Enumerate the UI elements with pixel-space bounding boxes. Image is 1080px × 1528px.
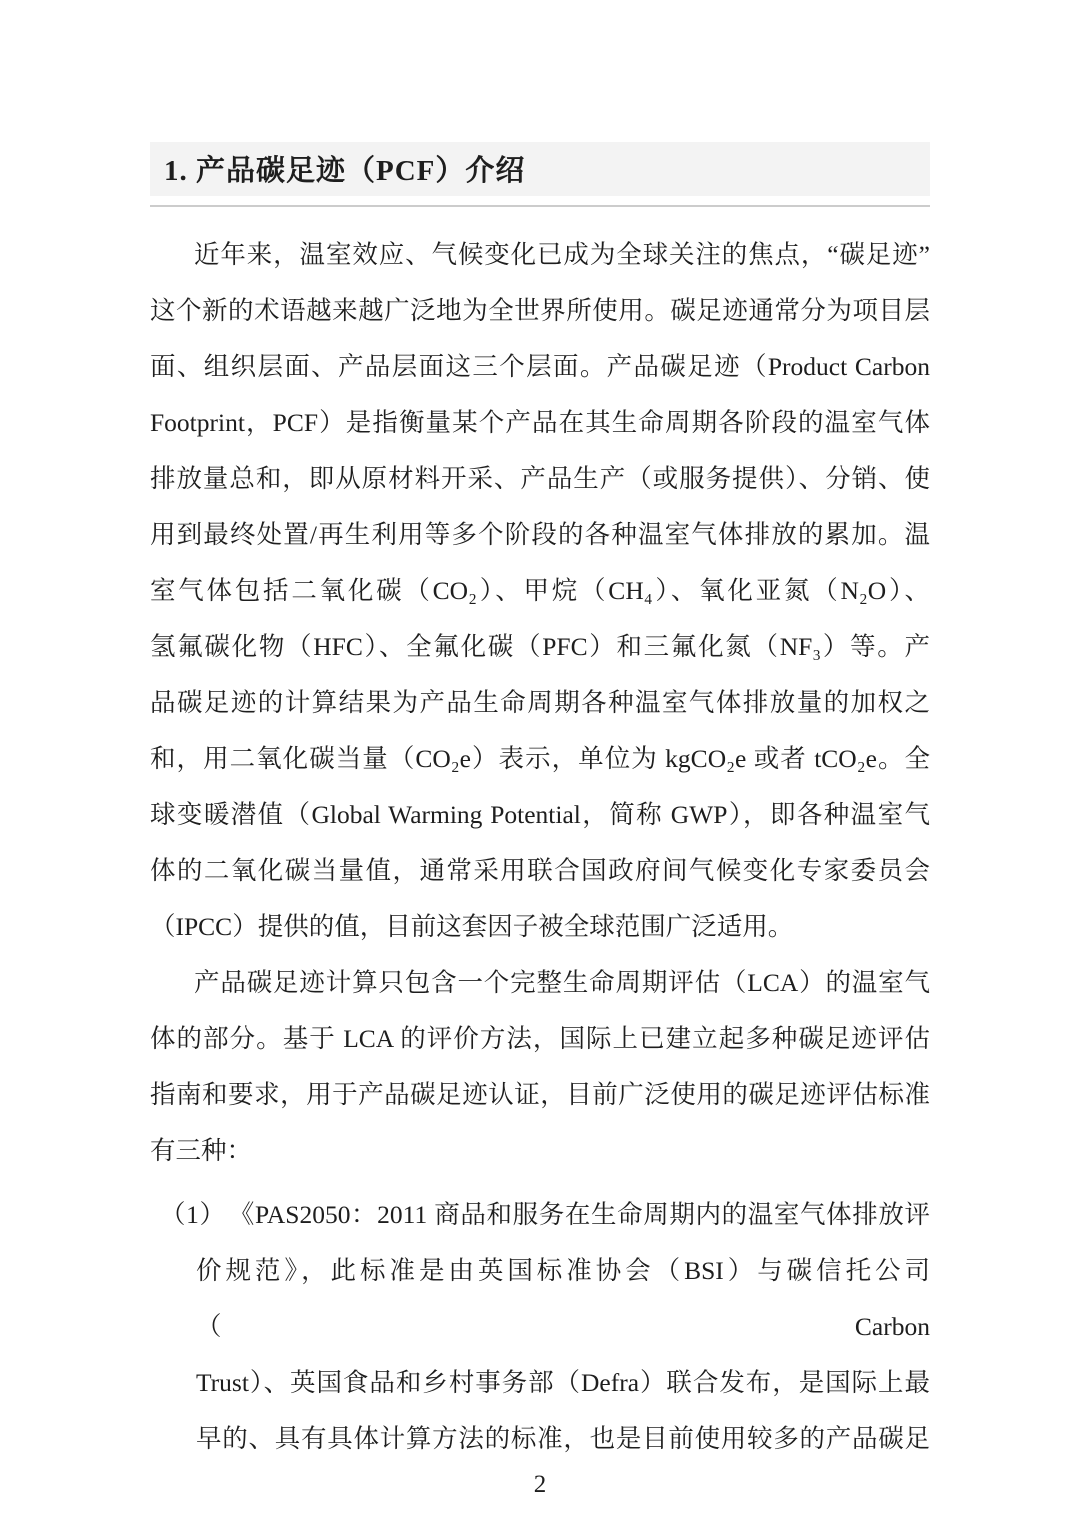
list-item-marker: （1）	[160, 1200, 226, 1229]
text-line: 产品碳足迹计算只包含一个完整生命周期评估（LCA）的温室气	[194, 968, 930, 997]
text-line: 氢氟碳化物（HFC）、全氟化碳（PFC）和三氟化氮（NF₃）等。产	[150, 632, 930, 661]
text-line: 体的部分。基于 LCA 的评价方法，国际上已建立起多种碳足迹评估	[150, 1024, 930, 1053]
text-line: 和，用二氧化碳当量（CO₂e）表示，单位为 kgCO₂e 或者 tCO₂e。全	[150, 744, 930, 773]
text-line: 体的二氧化碳当量值，通常采用联合国政府间气候变化专家委员会	[150, 856, 930, 885]
text-line: 指南和要求，用于产品碳足迹认证，目前广泛使用的碳足迹评估标准	[150, 1080, 930, 1109]
paragraph	[150, 955, 930, 1179]
page-number: 2	[533, 1471, 547, 1498]
text-line: 品碳足迹的计算结果为产品生命周期各种温室气体排放量的加权之	[150, 688, 930, 717]
text-line: 球变暖潜值（Global Warming Potential，简称 GWP），即各种温室气	[150, 800, 930, 829]
text-line: 排放量总和，即从原材料开采、产品生产（或服务提供）、分销、使	[150, 464, 930, 493]
text-line: 这个新的术语越来越广泛地为全世界所使用。碳足迹通常分为项目层	[150, 296, 930, 325]
text-line: 用到最终处置/再生利用等多个阶段的各种温室气体排放的累加。温	[150, 520, 930, 549]
paragraph	[150, 227, 930, 955]
text-line: 有三种：	[150, 1136, 253, 1165]
section-heading	[150, 142, 930, 196]
text-line: Footprint，PCF）是指衡量某个产品在其生命周期各阶段的温室气体	[150, 408, 930, 437]
text-line	[150, 1187, 930, 1243]
text-line: 早的、具有具体计算方法的标准，也是目前使用较多的产品碳足	[196, 1424, 930, 1453]
text-line: 面、组织层面、产品层面这三个层面。产品碳足迹（Product Carbon	[150, 352, 930, 381]
list-item	[150, 1187, 930, 1467]
text-line: Trust）、英国食品和乡村事务部（Defra）联合发布，是国际上最	[196, 1368, 930, 1397]
text-line: 室气体包括二氧化碳（CO₂）、甲烷（CH₄）、氧化亚氮（N₂O）、	[150, 576, 930, 605]
heading-divider	[150, 205, 930, 207]
list-item-text: 《PAS2050：2011 商品和服务在生命周期内的温室气体排放评	[241, 1200, 930, 1229]
text-line: 近年来，温室效应、气候变化已成为全球关注的焦点，“碳足迹”	[194, 240, 930, 269]
text-line: （IPCC）提供的值，目前这套因子被全球范围广泛适用。	[150, 912, 794, 941]
section-heading-text: 1. 产品碳足迹（PCF）介绍	[164, 155, 526, 187]
text-line: 价规范》，此标准是由英国标准协会（BSI）与碳信托公司（Carbon	[196, 1256, 930, 1341]
document-body	[150, 227, 930, 1467]
